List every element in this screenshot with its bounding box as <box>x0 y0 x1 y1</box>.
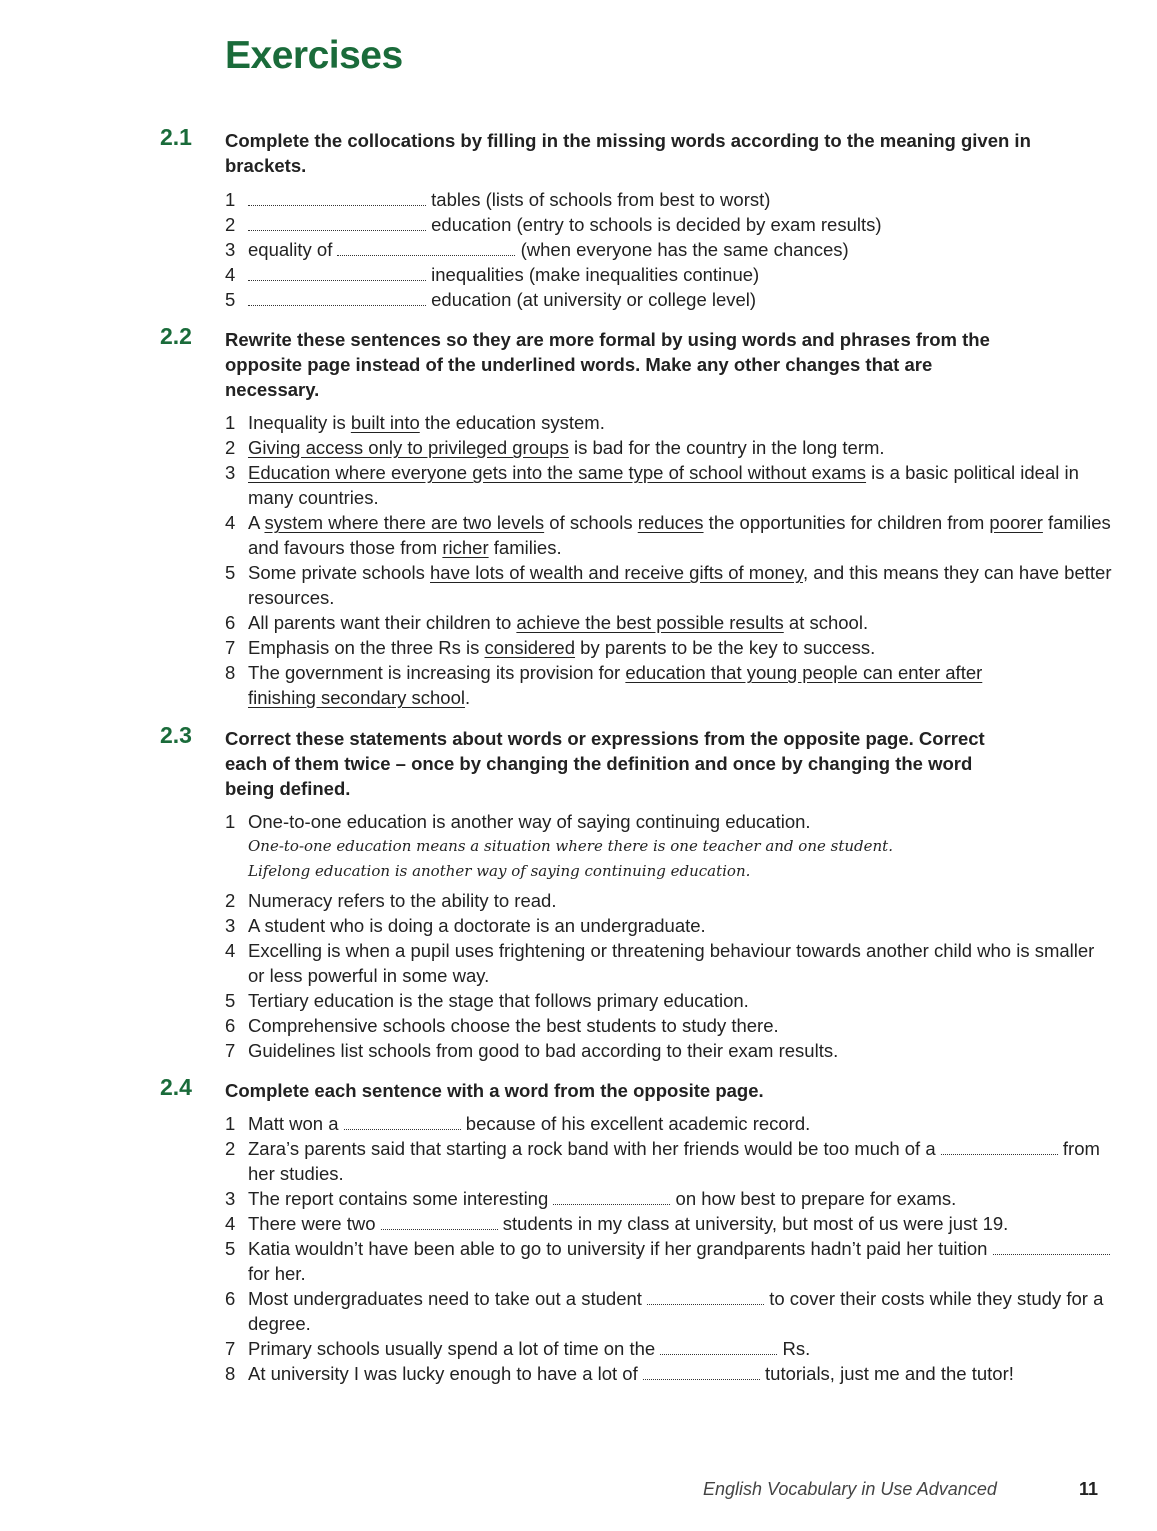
item-text: on how best to prepare for exams. <box>675 1188 957 1209</box>
list-item <box>225 1211 1115 1236</box>
exercise-number: 2.1 <box>160 124 192 150</box>
list-item <box>225 1361 1115 1386</box>
answer-blank[interactable] <box>248 262 426 281</box>
exercise-instruction: Complete each sentence with a word from the opposite page. <box>225 1080 764 1101</box>
example-answer <box>225 834 1115 859</box>
answer-blank[interactable] <box>381 1211 498 1230</box>
item-number: 5 <box>225 562 236 583</box>
list-item <box>225 262 1115 287</box>
item-text: is a basic political ideal in many countries. <box>248 462 1079 508</box>
item-number: 2 <box>225 890 236 911</box>
item-number: 6 <box>225 1015 236 1036</box>
item-text: Emphasis on the three Rs is <box>248 637 485 658</box>
list-item <box>225 988 1115 1013</box>
item-number: 3 <box>225 239 236 260</box>
list-item <box>225 809 1115 834</box>
item-text: is bad for the country in the long term. <box>568 437 885 458</box>
list-item <box>225 435 1115 460</box>
answer-blank[interactable] <box>337 237 515 256</box>
item-text: of schools <box>544 512 638 533</box>
exercise-number: 2.3 <box>160 722 192 748</box>
item-text: Guidelines list schools from good to bad according to their exam results. <box>248 1040 839 1061</box>
item-text: There were two <box>248 1213 376 1234</box>
answer-blank[interactable] <box>647 1286 764 1305</box>
item-text: the education system. <box>419 412 605 433</box>
answer-blank[interactable] <box>248 187 426 206</box>
item-text: for her. <box>248 1263 306 1284</box>
item-text: students in my class at university, but most of us were just 19. <box>502 1213 1009 1234</box>
exercise-2-4 <box>0 1074 1157 1386</box>
underlined-phrase: poorer <box>989 512 1043 533</box>
list-item <box>225 938 1115 988</box>
item-number: 7 <box>225 1040 236 1061</box>
exercise-2-1 <box>0 124 1157 312</box>
list-item <box>225 660 1115 710</box>
item-text: Matt won a <box>248 1113 339 1134</box>
item-number: 4 <box>225 264 236 285</box>
underlined-phrase: considered <box>484 637 576 658</box>
item-text: education (entry to schools is decided by exam results) <box>431 214 882 235</box>
item-text: to cover their costs while they study for a degree. <box>248 1288 1104 1334</box>
list-item <box>225 1111 1115 1136</box>
answer-blank[interactable] <box>344 1111 461 1130</box>
item-text: A student who is doing a doctorate is an undergraduate. <box>248 915 706 936</box>
list-item <box>225 460 1115 510</box>
item-number: 1 <box>225 1113 236 1134</box>
item-text: . <box>465 687 471 708</box>
item-number: 7 <box>225 637 236 658</box>
item-number: 1 <box>225 189 236 210</box>
list-item <box>225 1236 1115 1286</box>
item-text: Inequality is <box>248 412 351 433</box>
item-text: because of his excellent academic record. <box>465 1113 811 1134</box>
underlined-phrase: education that young people can enter after finishing secondary school <box>248 662 983 708</box>
list-item <box>225 287 1115 312</box>
item-text: Tertiary education is the stage that follows primary education. <box>248 990 749 1011</box>
underlined-phrase: Giving access only to privileged groups <box>248 437 569 458</box>
item-number: 5 <box>225 1238 236 1259</box>
underlined-phrase: Education where everyone gets into the same type of school without exams <box>248 462 867 483</box>
exercise-2-2 <box>0 323 1157 710</box>
list-item <box>225 1286 1115 1336</box>
answer-blank[interactable] <box>660 1336 777 1355</box>
list-item <box>225 610 1115 635</box>
answer-blank[interactable] <box>643 1361 760 1380</box>
item-text: A <box>248 512 265 533</box>
list-item <box>225 510 1115 560</box>
underlined-phrase: reduces <box>637 512 704 533</box>
list-item <box>225 560 1115 610</box>
list-item <box>225 635 1115 660</box>
item-number: 8 <box>225 662 236 683</box>
item-number: 7 <box>225 1338 236 1359</box>
item-text: tutorials, just me and the tutor! <box>765 1363 1014 1384</box>
item-text: Most undergraduates need to take out a student <box>248 1288 642 1309</box>
list-item <box>225 212 1115 237</box>
item-text: One-to-one education is another way of saying continuing education. <box>248 811 811 832</box>
list-item <box>225 1186 1115 1211</box>
item-text: tables (lists of schools from best to worst) <box>431 189 771 210</box>
item-text: families. <box>488 537 562 558</box>
handwritten-answer: Lifelong education is another way of saying continuing education. <box>248 862 751 880</box>
list-item <box>225 237 1115 262</box>
list-item <box>225 888 1115 913</box>
item-text: Katia wouldn’t have been able to go to university if her grandparents hadn’t paid her tuition <box>248 1238 988 1259</box>
item-text: at school. <box>783 612 869 633</box>
item-number: 3 <box>225 462 236 483</box>
footer-book-title: English Vocabulary in Use Advanced <box>703 1479 997 1499</box>
page-number: 11 <box>1079 1479 1099 1499</box>
item-text: education (at university or college level) <box>431 289 757 310</box>
answer-blank[interactable] <box>248 287 426 306</box>
list-item <box>225 1136 1115 1186</box>
item-text: from her studies. <box>248 1138 1100 1184</box>
answer-blank[interactable] <box>553 1186 670 1205</box>
underlined-phrase: have lots of wealth and receive gifts of money <box>430 562 803 583</box>
item-number: 4 <box>225 940 236 961</box>
item-number: 6 <box>225 1288 236 1309</box>
exercise-instruction: Complete the collocations by filling in the missing words according to the meaning given in brackets. <box>225 130 1031 176</box>
item-text: All parents want their children to <box>248 612 517 633</box>
item-text: the opportunities for children from <box>703 512 990 533</box>
item-text: (when everyone has the same chances) <box>520 239 849 260</box>
item-text: inequalities (make inequalities continue) <box>431 264 760 285</box>
answer-blank[interactable] <box>941 1136 1058 1155</box>
item-number: 3 <box>225 915 236 936</box>
item-number: 4 <box>225 512 236 533</box>
item-text: equality of <box>248 239 333 260</box>
item-number: 3 <box>225 1188 236 1209</box>
item-number: 4 <box>225 1213 236 1234</box>
item-number: 2 <box>225 1138 236 1159</box>
answer-blank[interactable] <box>248 212 426 231</box>
exercise-2-3 <box>0 722 1157 1063</box>
item-text: Primary schools usually spend a lot of time on the <box>248 1338 656 1359</box>
item-text: Excelling is when a pupil uses frightening or threatening behaviour towards another child who is smaller or less powerful in some way. <box>248 940 1095 986</box>
item-text: At university I was lucky enough to have a lot of <box>248 1363 638 1384</box>
example-answer <box>225 859 1115 884</box>
list-item <box>225 1038 1115 1063</box>
handwritten-answer: One-to-one education means a situation where there is one teacher and one student. <box>248 837 893 855</box>
item-text: Comprehensive schools choose the best students to study there. <box>248 1015 779 1036</box>
item-number: 2 <box>225 437 236 458</box>
item-text: The report contains some interesting <box>248 1188 549 1209</box>
item-text: , and this means they can have better resources. <box>248 562 1112 608</box>
exercise-number: 2.4 <box>160 1074 192 1100</box>
item-number: 8 <box>225 1363 236 1384</box>
item-number: 2 <box>225 214 236 235</box>
exercise-number: 2.2 <box>160 323 192 349</box>
answer-blank[interactable] <box>993 1236 1110 1255</box>
list-item <box>225 410 1115 435</box>
underlined-phrase: system where there are two levels <box>264 512 545 533</box>
underlined-phrase: richer <box>442 537 489 558</box>
item-text: by parents to be the key to success. <box>575 637 876 658</box>
item-number: 1 <box>225 412 236 433</box>
item-number: 6 <box>225 612 236 633</box>
item-text: Rs. <box>782 1338 811 1359</box>
item-text: Some private schools <box>248 562 431 583</box>
item-number: 1 <box>225 811 236 832</box>
list-item <box>225 187 1115 212</box>
underlined-phrase: built into <box>350 412 420 433</box>
item-text: families and favours those from <box>248 512 1111 558</box>
item-number: 5 <box>225 990 236 1011</box>
item-text: The government is increasing its provision for <box>248 662 626 683</box>
item-text: Zara’s parents said that starting a rock band with her friends would be too much of a <box>248 1138 936 1159</box>
exercise-instruction: Correct these statements about words or expressions from the opposite page. Correct each of them twice – once by changing the definition and once by changing the word being defined. <box>225 728 985 799</box>
item-text: Numeracy refers to the ability to read. <box>248 890 557 911</box>
page-title: Exercises <box>225 34 403 77</box>
item-number: 5 <box>225 289 236 310</box>
list-item <box>225 1013 1115 1038</box>
list-item <box>225 913 1115 938</box>
list-item <box>225 1336 1115 1361</box>
exercise-instruction: Rewrite these sentences so they are more formal by using words and phrases from the opposite page instead of the underlined words. Make any other changes that are necessary. <box>225 329 990 400</box>
underlined-phrase: achieve the best possible results <box>516 612 784 633</box>
